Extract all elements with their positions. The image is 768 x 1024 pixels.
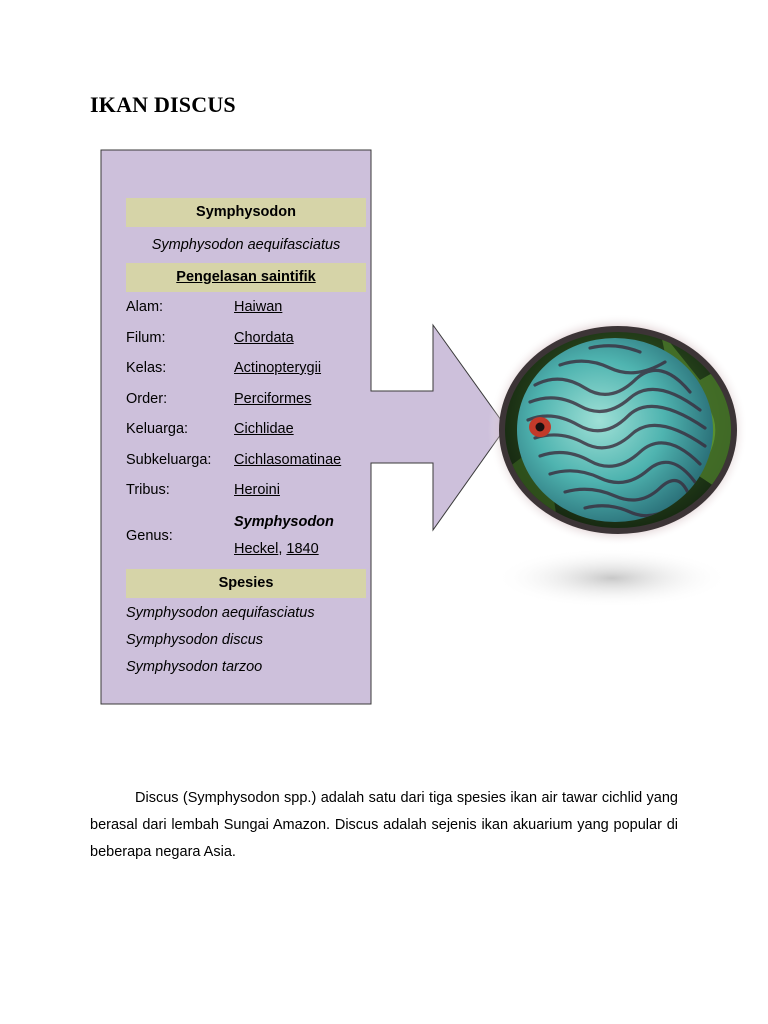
classification-header-link[interactable]: Pengelasan saintifik [176,269,316,285]
species-item: Symphysodon aequifasciatus [126,604,315,621]
rank-row-keluarga [126,414,366,445]
species-header: Spesies [126,569,366,598]
rank-label: Kelas: [126,360,167,376]
rank-value-link[interactable]: Chordata [234,329,294,346]
body-paragraph: Discus (Symphysodon spp.) adalah satu dari tiga spesies ikan air tawar cichlid yang berasal dari lembah Sungai Amazon. Discus adalah sejenis ikan akuarium yang popular di beberapa negara Asia. [90,790,678,860]
rank-value-link[interactable]: Actinopterygii [234,360,322,376]
image-caption: Symphysodon aequifasciatus [151,237,341,253]
species-item: Symphysodon tarzoo [126,658,263,675]
genus-label: Genus: [126,527,173,544]
rank-label: Alam: [126,299,164,315]
genus-authority-separator: , [278,540,287,557]
taxobox-header: Symphysodon [126,198,366,227]
rank-row-genus [126,506,366,563]
rank-value-link[interactable]: Cichlasomatinae [234,451,342,468]
genus-name: Symphysodon [234,513,334,530]
classification-header [126,263,366,292]
rank-row-subkeluarga [126,445,366,476]
page-title: IKAN DISCUS [90,92,236,117]
rank-row-filum [126,323,366,354]
genus-values [234,509,334,563]
taxobox [126,198,366,681]
rank-row-tribus [126,475,366,506]
genus-authority [234,536,334,563]
rank-label: Subkeluarga: [126,451,212,468]
rank-row-alam [126,292,366,323]
rank-label: Keluarga: [126,421,189,437]
rank-row-order [126,384,366,415]
rank-value-link[interactable]: Cichlidae [234,421,294,437]
rank-row-kelas [126,353,366,384]
species-item: Symphysodon discus [126,631,264,648]
rank-label: Filum: [126,329,166,346]
photo-shadow [494,548,730,608]
genus-year-link[interactable]: 1840 [286,540,319,557]
rank-label: Tribus: [126,482,170,498]
genus-author-link[interactable]: Heckel [234,540,279,557]
rank-value-link[interactable]: Haiwan [234,299,283,315]
rank-label: Order: [126,390,168,407]
rank-value-link[interactable]: Perciformes [234,390,312,407]
rank-value-link[interactable]: Heroini [234,482,280,498]
